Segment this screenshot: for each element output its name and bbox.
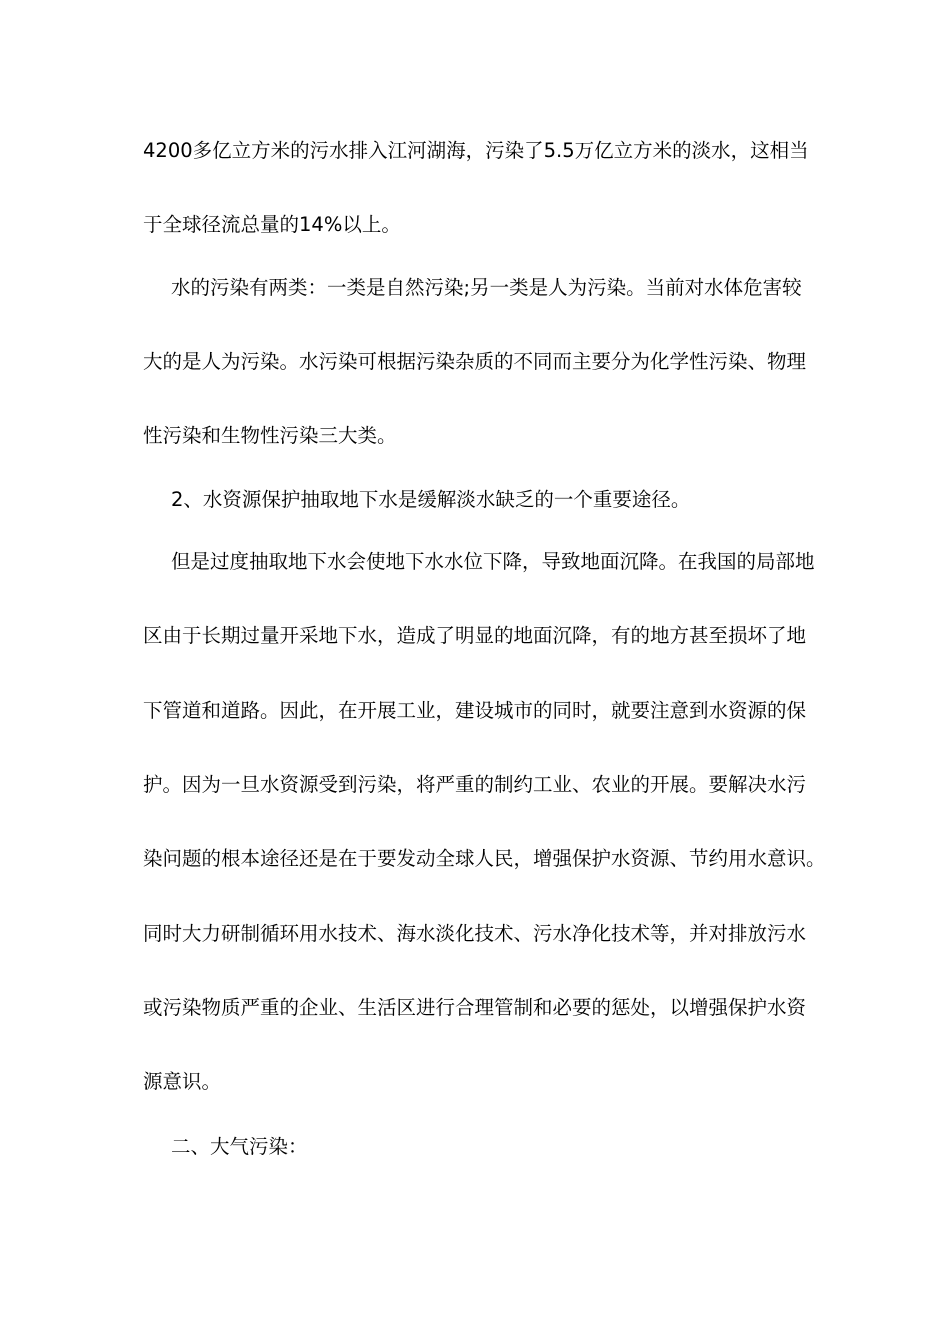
text-line: 4200多亿立方米的污水排入江河湖海，污染了5.5万亿立方米的淡水，这相当 bbox=[143, 139, 809, 162]
text-line: 或污染物质严重的企业、生活区进行合理管制和必要的惩处，以增强保护水资 bbox=[143, 996, 807, 1019]
text-line: 下管道和道路。因此，在开展工业，建设城市的同时，就要注意到水资源的保 bbox=[143, 699, 807, 722]
text-line: 大的是人为污染。水污染可根据污染杂质的不同而主要分为化学性污染、物理 bbox=[143, 350, 807, 373]
text-line: 区由于长期过量开采地下水，造成了明显的地面沉降，有的地方甚至损坏了地 bbox=[143, 624, 807, 647]
section-heading-line: 二、大气污染： bbox=[171, 1135, 308, 1158]
paragraph-start-line: 水的污染有两类：一类是自然污染;另一类是人为污染。当前对水体危害较 bbox=[171, 276, 802, 299]
text-line: 染问题的根本途径还是在于要发动全球人民，增强保护水资源、节约用水意识。 bbox=[143, 847, 826, 870]
text-line: 性污染和生物性污染三大类。 bbox=[143, 424, 397, 447]
text-line: 同时大力研制循环用水技术、海水淡化技术、污水净化技术等，并对排放污水 bbox=[143, 922, 807, 945]
text-line: 源意识。 bbox=[143, 1070, 222, 1093]
text-line: 于全球径流总量的14%以上。 bbox=[143, 213, 401, 236]
text-line: 护。因为一旦水资源受到污染，将严重的制约工业、农业的开展。要解决水污 bbox=[143, 773, 807, 796]
section-heading-line: 2、水资源保护抽取地下水是缓解淡水缺乏的一个重要途径。 bbox=[171, 488, 691, 511]
paragraph-start-line: 但是过度抽取地下水会使地下水水位下降，导致地面沉降。在我国的局部地 bbox=[171, 550, 815, 573]
